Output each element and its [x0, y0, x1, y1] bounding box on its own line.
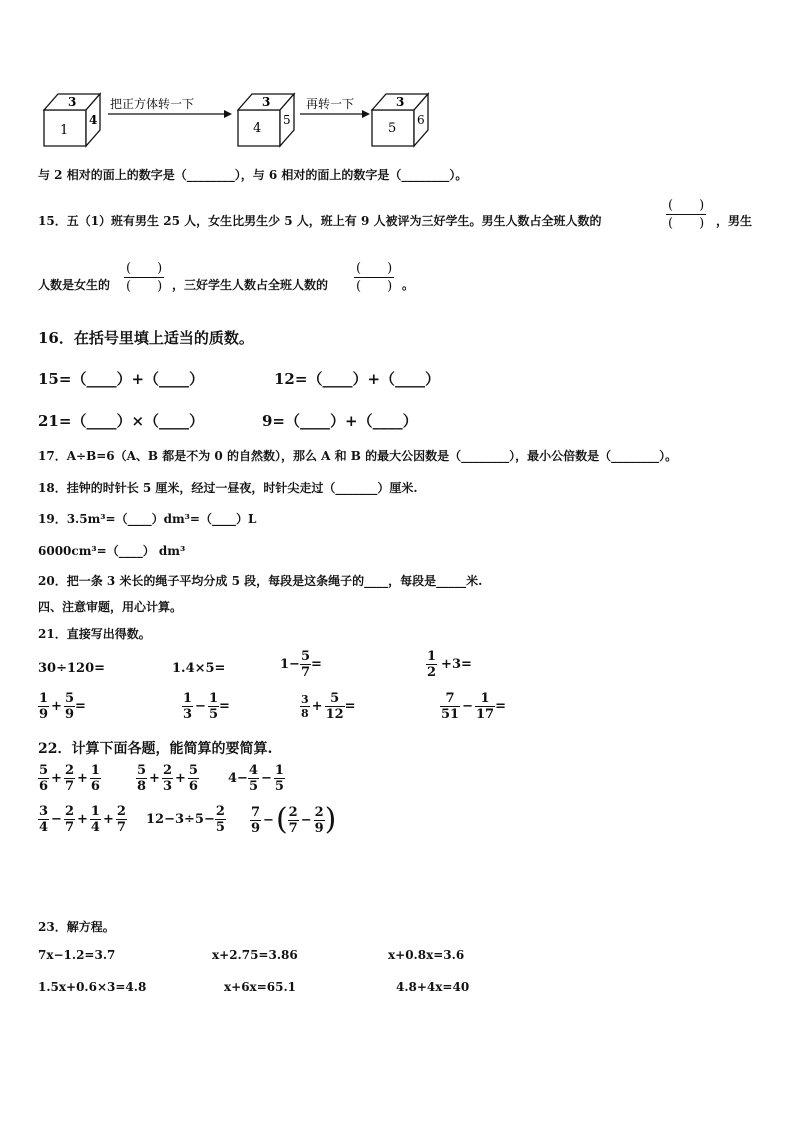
- q21-f: [182, 692, 230, 721]
- q22-r1a: [38, 764, 101, 793]
- q22-r2a: [38, 805, 127, 834]
- section4-heading: 四、注意审题，用心计算。: [38, 600, 183, 614]
- den: 8: [137, 779, 147, 794]
- den: 7: [64, 779, 74, 794]
- num: 3: [301, 693, 309, 706]
- q15-blank-frac-1[interactable]: [666, 199, 706, 230]
- q21-b: 1.4×5=: [172, 661, 226, 676]
- q19-line2: 6000cm³=（____） dm³: [38, 544, 186, 558]
- cube2-side: 5: [283, 113, 291, 127]
- den: 9: [39, 707, 49, 722]
- operator: +: [51, 699, 62, 714]
- den: 4: [90, 820, 100, 835]
- q21-d-post: +3=: [441, 657, 472, 672]
- num: 1: [39, 691, 49, 706]
- q21-c: [280, 650, 322, 679]
- cube-diagram-svg: [38, 88, 438, 148]
- num: 2: [215, 804, 225, 819]
- q18-text: 18．挂钟的时针长 5 厘米，经过一昼夜，时针尖走过（_______）厘米.: [38, 481, 418, 495]
- num: 5: [39, 763, 49, 778]
- q23-eq1: 7x−1.2=3.7: [38, 948, 116, 962]
- fraction: [248, 764, 259, 793]
- num: 5: [330, 691, 340, 706]
- q22-r2b: [146, 805, 226, 834]
- blank-top: ( ): [356, 261, 393, 276]
- q21-a: 30÷120=: [38, 661, 106, 676]
- cube1-top: 3: [68, 95, 77, 109]
- q15-part4: ，三好学生人数占全班人数的: [172, 278, 329, 292]
- blank-bot: ( ): [668, 216, 705, 231]
- num: 2: [288, 804, 298, 820]
- left-paren: (: [275, 802, 288, 837]
- arrow1-label: 把正方体转一下: [110, 97, 195, 111]
- cube1-front: 1: [60, 123, 69, 138]
- fraction: [314, 806, 325, 835]
- cube-2: [238, 94, 294, 146]
- blank-bot: ( ): [126, 279, 163, 294]
- operator: −: [300, 812, 312, 828]
- fraction: [64, 805, 75, 834]
- den: 3: [183, 707, 193, 722]
- num: 2: [116, 804, 126, 819]
- q22-title: 22．计算下面各题，能简算的要简算.: [38, 741, 273, 757]
- den: 6: [90, 779, 100, 794]
- q23-eq3: x+0.8x=3.6: [388, 948, 465, 962]
- q20-text: 20．把一条 3 米长的绳子平均分成 5 段，每段是这条绳子的____，每段是_____米.: [38, 574, 483, 588]
- operator: −: [51, 812, 62, 827]
- num: 5: [137, 763, 147, 778]
- den: 5: [274, 779, 284, 794]
- fraction: [250, 806, 261, 835]
- den: 5: [248, 779, 258, 794]
- q22-r1c-pre: 4−: [228, 771, 248, 786]
- cube3-front: 5: [388, 121, 397, 136]
- den: 8: [301, 707, 309, 720]
- q16-eq2: 12=（____）+（____）: [274, 370, 441, 388]
- q19-line1: 19．3.5m³=（____）dm³=（____）L: [38, 512, 257, 526]
- num: 5: [64, 691, 74, 706]
- fraction: [162, 764, 173, 793]
- den: 7: [64, 820, 74, 835]
- operator: −: [263, 812, 274, 828]
- q15-blank-frac-3[interactable]: [354, 262, 394, 293]
- num: 1: [427, 649, 437, 664]
- den: 9: [314, 820, 324, 836]
- q21-d: [426, 650, 472, 679]
- equals: =: [344, 699, 356, 714]
- q23-eq6: 4.8+4x=40: [396, 980, 470, 994]
- cube2-front: 4: [253, 121, 262, 136]
- q15-blank-frac-2[interactable]: [124, 262, 164, 293]
- blank-top: ( ): [126, 261, 163, 276]
- operator: −: [195, 699, 206, 714]
- den: 2: [427, 665, 437, 680]
- q15-part1: 15．五（1）班有男生 25 人，女生比男生少 5 人，班上有 9 人被评为三好学生。男生人数占全班人数的: [38, 214, 602, 228]
- cube3-top: 3: [396, 95, 405, 109]
- fraction: [38, 764, 49, 793]
- num: 2: [64, 763, 74, 778]
- q21-g: [300, 692, 356, 721]
- den: 12: [325, 707, 344, 722]
- cube-1: [44, 94, 100, 146]
- q21-e: [38, 692, 86, 721]
- q15-part3: 人数是女生的: [38, 278, 111, 292]
- q21-title: 21．直接写出得数。: [38, 627, 151, 641]
- num: 4: [248, 763, 258, 778]
- q16-eq4: 9=（____）+（____）: [262, 412, 418, 430]
- den: 51: [441, 707, 460, 722]
- q16-eq3: 21=（____）×（____）: [38, 412, 205, 430]
- q22-r1b: [136, 764, 199, 793]
- num: 1: [183, 691, 193, 706]
- q22-r2b-pre: 12−3÷5−: [146, 812, 215, 827]
- blank-top: ( ): [668, 198, 705, 213]
- q16-eq1: 15=（____）+（____）: [38, 370, 205, 388]
- operator: +: [77, 812, 88, 827]
- den: 4: [39, 820, 49, 835]
- num: 2: [162, 763, 172, 778]
- q21-h: [440, 692, 506, 721]
- operator: +: [311, 699, 323, 714]
- den: 7: [288, 820, 298, 836]
- fraction: [90, 764, 101, 793]
- den: 6: [39, 779, 49, 794]
- operator: −: [462, 699, 473, 714]
- num: 1: [90, 763, 100, 778]
- den: 7: [300, 665, 310, 680]
- equals: =: [495, 699, 506, 714]
- operator: +: [77, 771, 88, 786]
- den: 9: [251, 820, 261, 836]
- operator: +: [51, 771, 62, 786]
- arrow2-label: 再转一下: [306, 97, 355, 111]
- fraction: [116, 805, 127, 834]
- den: 6: [188, 779, 198, 794]
- blank-bot: ( ): [356, 279, 393, 294]
- cube-3: [372, 94, 428, 146]
- q23-eq4: 1.5x+0.6×3=4.8: [38, 980, 147, 994]
- q21-c-post: =: [311, 657, 322, 672]
- num: 7: [445, 691, 455, 706]
- den: 17: [476, 707, 495, 722]
- q23-eq2: x+2.75=3.86: [212, 948, 298, 962]
- q16-title: 16．在括号里填上适当的质数。: [38, 329, 254, 347]
- num: 5: [300, 649, 310, 664]
- q23-title: 23．解方程。: [38, 920, 115, 934]
- operator: +: [102, 812, 114, 827]
- right-paren: ): [324, 802, 337, 837]
- q17-text: 17．A÷B=6（A、B 都是不为 0 的自然数），那么 A 和 B 的最大公因数是（________），最小公倍数是（________）。: [38, 449, 678, 463]
- equals: =: [219, 699, 230, 714]
- q14-text: 与 2 相对的面上的数字是（________），与 6 相对的面上的数字是（________）。: [38, 168, 468, 182]
- q23-eq5: x+6x=65.1: [224, 980, 296, 994]
- cube2-top: 3: [262, 95, 271, 109]
- den: 9: [64, 707, 74, 722]
- cube1-side: 4: [89, 113, 98, 127]
- fraction: [90, 805, 101, 834]
- fraction: [188, 764, 199, 793]
- den: 5: [208, 707, 218, 722]
- num: 2: [314, 804, 324, 820]
- operator: −: [261, 771, 272, 786]
- fraction: [288, 806, 299, 835]
- num: 1: [274, 763, 284, 778]
- operator: +: [175, 771, 186, 786]
- q22-r1c: [228, 764, 285, 793]
- q21-c-pre: 1−: [280, 657, 300, 672]
- num: 7: [251, 804, 261, 820]
- operator: +: [149, 771, 160, 786]
- q15-part2: ，男生: [716, 214, 753, 228]
- num: 3: [39, 804, 49, 819]
- q22-r2c: [250, 802, 337, 837]
- den: 7: [116, 820, 126, 835]
- den: 3: [162, 779, 172, 794]
- fraction: [38, 805, 49, 834]
- num: 1: [90, 804, 100, 819]
- den: 5: [215, 820, 225, 835]
- num: 1: [480, 691, 490, 706]
- equals: =: [75, 699, 86, 714]
- cube-diagram: [38, 88, 438, 148]
- fraction: [215, 805, 226, 834]
- num: 1: [208, 691, 218, 706]
- fraction: [136, 764, 147, 793]
- num: 2: [64, 804, 74, 819]
- fraction: [64, 764, 75, 793]
- q15-part5: 。: [402, 278, 415, 292]
- cube3-side: 6: [417, 113, 425, 127]
- num: 5: [188, 763, 198, 778]
- fraction: [274, 764, 285, 793]
